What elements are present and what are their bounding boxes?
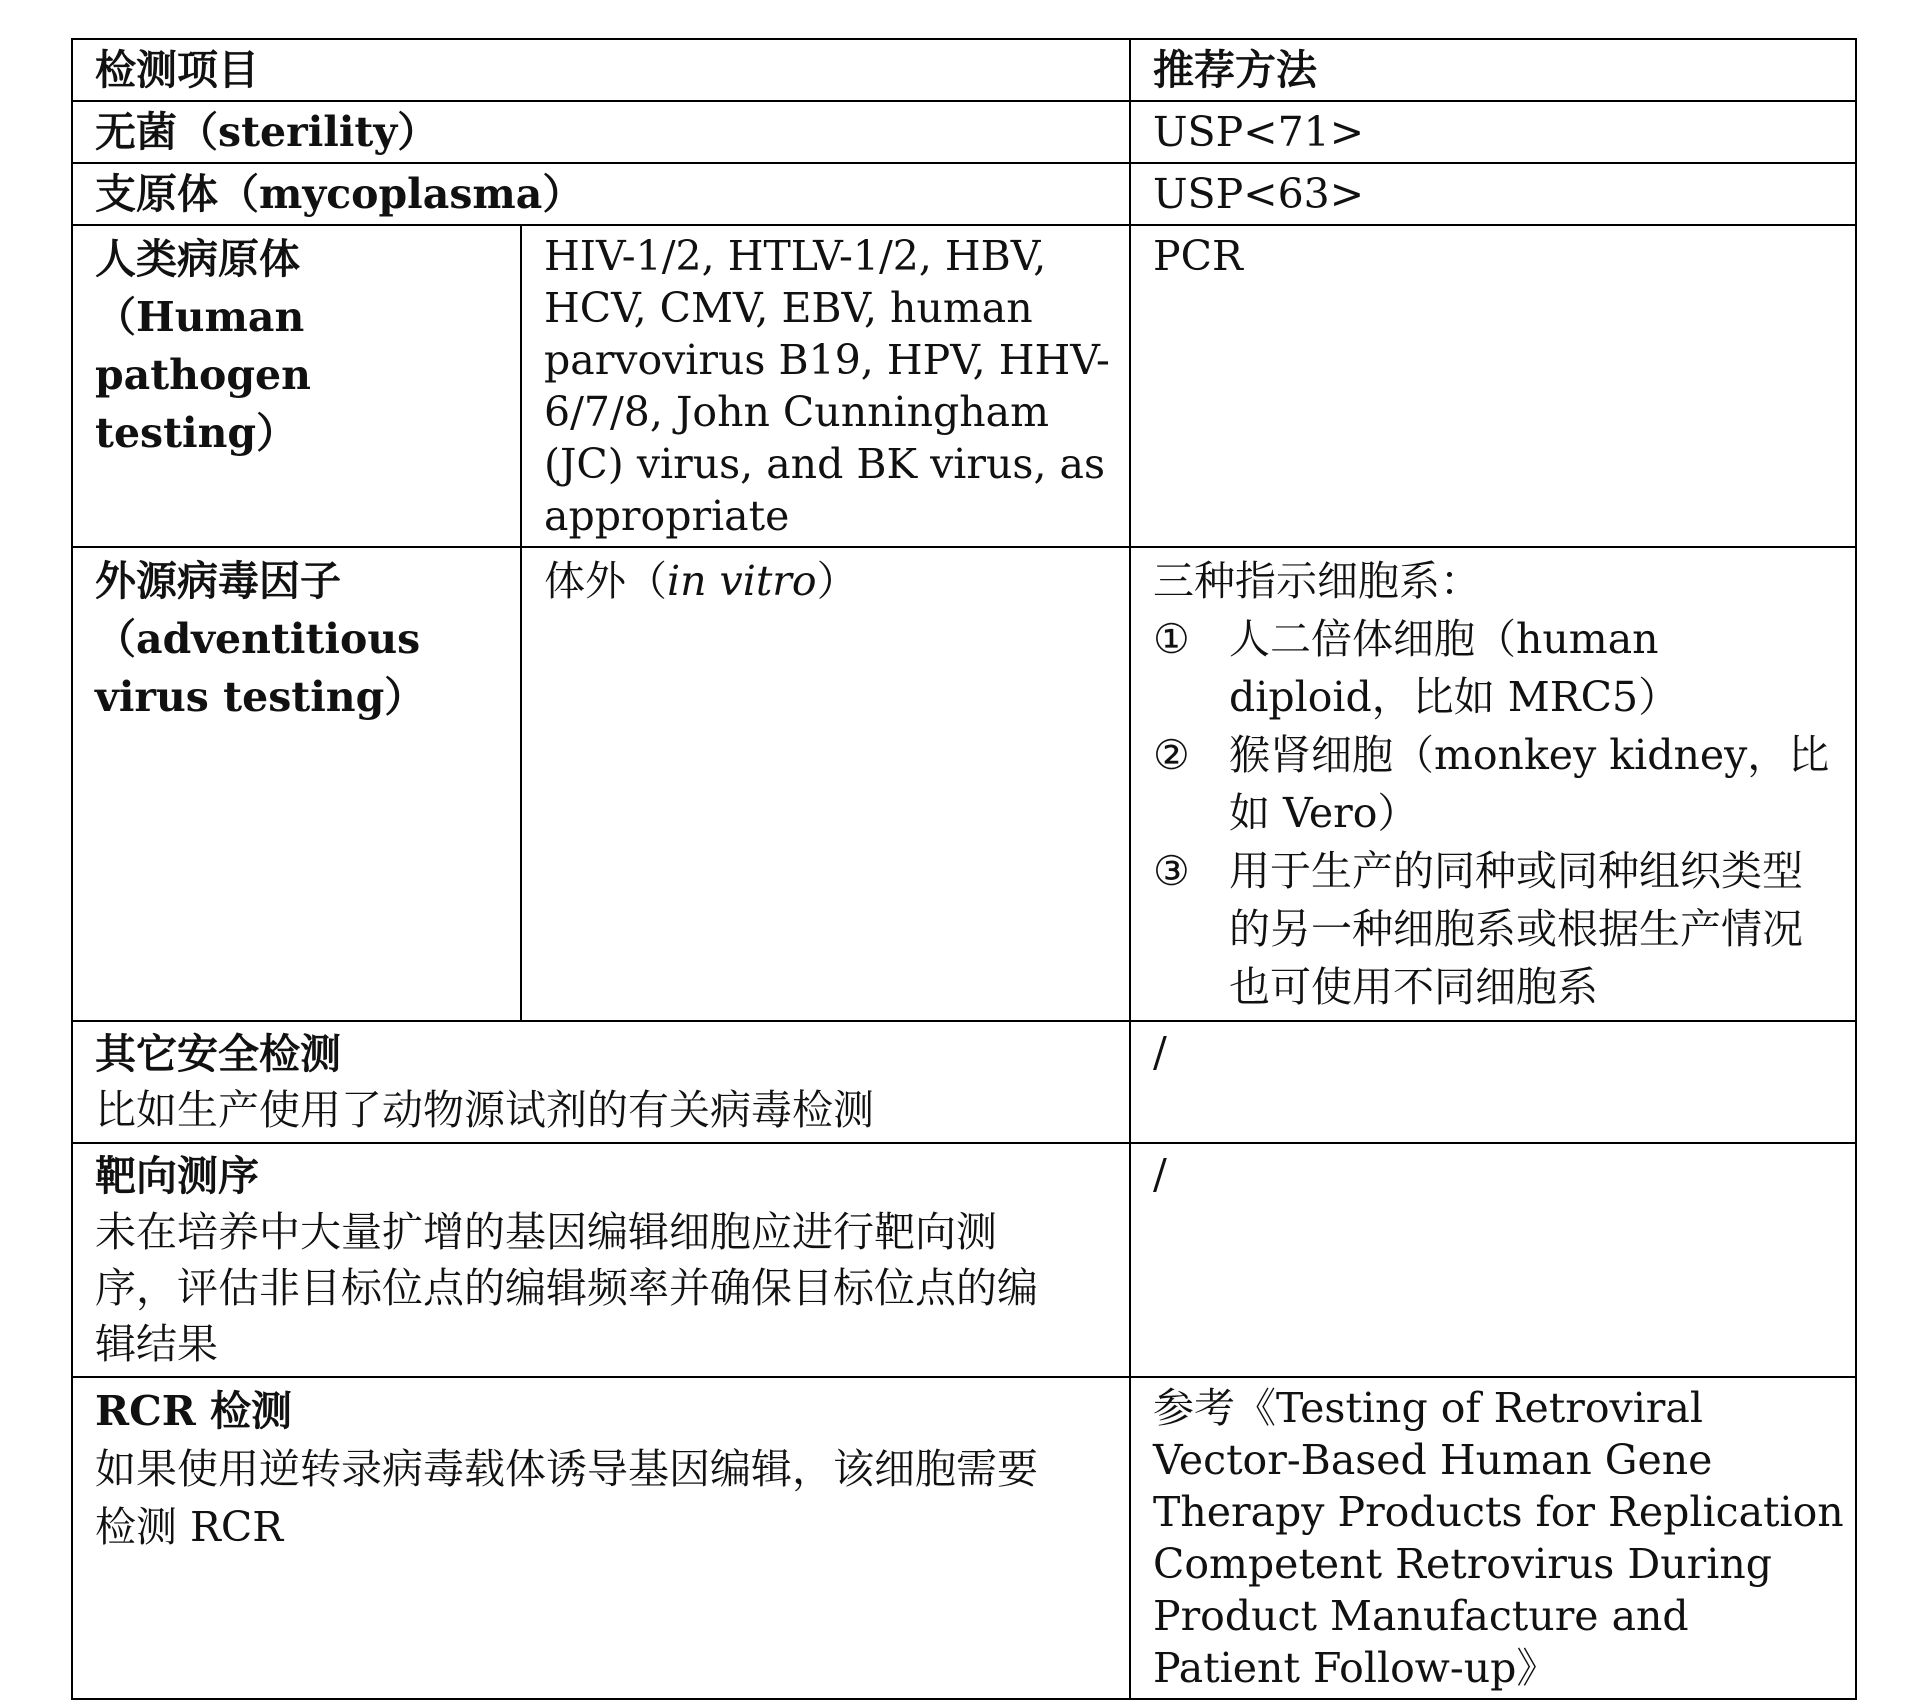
item-targeted-seq-title: 靶向测序 <box>95 1152 259 1200</box>
list-item-number: ③ <box>1153 847 1190 895</box>
item-rcr <box>72 1377 1130 1699</box>
method-human-pathogen: PCR <box>1130 225 1856 547</box>
item-human-pathogen-cn: 人类病原体 <box>95 235 300 283</box>
testing-requirements-table <box>71 38 1857 1700</box>
method-rcr: 参考《Testing of Retroviral Vector-Based Human Gene Therapy Products for Replication Competent Retrovirus During Product Manufacture and Patient Follow-up》 <box>1130 1377 1856 1699</box>
method-targeted-seq-value: / <box>1153 1150 1167 1198</box>
table-row-human-pathogen <box>72 225 1856 547</box>
detail-adventitious-italic: in vitro <box>667 557 817 605</box>
item-rcr-desc: 如果使用逆转录病毒载体诱导基因编辑，该细胞需要检测 RCR <box>95 1445 1038 1551</box>
method-adventitious-virus <box>1130 547 1856 1021</box>
list-item <box>1153 726 1837 842</box>
item-rcr-title-bold: RCR <box>95 1387 196 1435</box>
list-item-number: ① <box>1153 615 1190 663</box>
table-row-mycoplasma <box>72 163 1856 225</box>
list-item <box>1153 610 1837 726</box>
item-sterility: 无菌（sterility） <box>72 101 1130 163</box>
item-adventitious-en: （adventitious virus testing） <box>95 615 426 721</box>
detail-human-pathogen: HIV-1/2, HTLV-1/2, HBV, HCV, CMV, EBV, human parvovirus B19, HPV, HHV-6/7/8, John Cunningham (JC) virus, and BK virus, as appropriate <box>521 225 1130 547</box>
table-header-row <box>72 39 1856 101</box>
header-item-label: 检测项目 <box>72 39 1130 101</box>
list-item-text: 人二倍体细胞（human diploid，比如 MRC5） <box>1229 615 1680 721</box>
list-item-number: ② <box>1153 731 1190 779</box>
item-other-safety <box>72 1021 1130 1143</box>
header-method-label: 推荐方法 <box>1130 39 1856 101</box>
table-row-rcr <box>72 1377 1856 1699</box>
item-other-safety-desc: 比如生产使用了动物源试剂的有关病毒检测 <box>95 1086 874 1134</box>
table-row-adventitious-virus <box>72 547 1856 1021</box>
item-human-pathogen-en: （Human pathogen testing） <box>95 293 311 457</box>
list-item-text: 猴肾细胞（monkey kidney，比如 Vero） <box>1229 731 1830 837</box>
list-item <box>1153 842 1837 1016</box>
method-targeted-sequencing <box>1130 1143 1856 1377</box>
detail-adventitious-suffix: ） <box>816 557 858 605</box>
method-mycoplasma: USP<63> <box>1130 163 1856 225</box>
item-rcr-title <box>95 1382 1059 1440</box>
detail-adventitious-virus <box>521 547 1130 1021</box>
item-rcr-title-rest: 检测 <box>195 1387 293 1435</box>
item-human-pathogen <box>72 225 521 547</box>
table-row-targeted-sequencing <box>72 1143 1856 1377</box>
method-other-safety <box>1130 1021 1856 1143</box>
table-row-other-safety <box>72 1021 1856 1143</box>
item-adventitious-cn: 外源病毒因子 <box>95 557 341 605</box>
method-adventitious-intro: 三种指示细胞系： <box>1153 557 1481 605</box>
item-other-safety-title: 其它安全检测 <box>95 1030 341 1078</box>
item-mycoplasma: 支原体（mycoplasma） <box>72 163 1130 225</box>
item-targeted-sequencing <box>72 1143 1130 1377</box>
item-targeted-seq-desc: 未在培养中大量扩增的基因编辑细胞应进行靶向测序，评估非目标位点的编辑频率并确保目标位点的编辑结果 <box>95 1208 1038 1368</box>
item-adventitious-virus <box>72 547 521 1021</box>
table-row-sterility <box>72 101 1856 163</box>
method-sterility: USP<71> <box>1130 101 1856 163</box>
detail-adventitious-prefix: 体外（ <box>544 557 667 605</box>
list-item-text: 用于生产的同种或同种组织类型的另一种细胞系或根据生产情况也可使用不同细胞系 <box>1229 847 1803 1011</box>
method-other-safety-value: / <box>1153 1028 1167 1076</box>
